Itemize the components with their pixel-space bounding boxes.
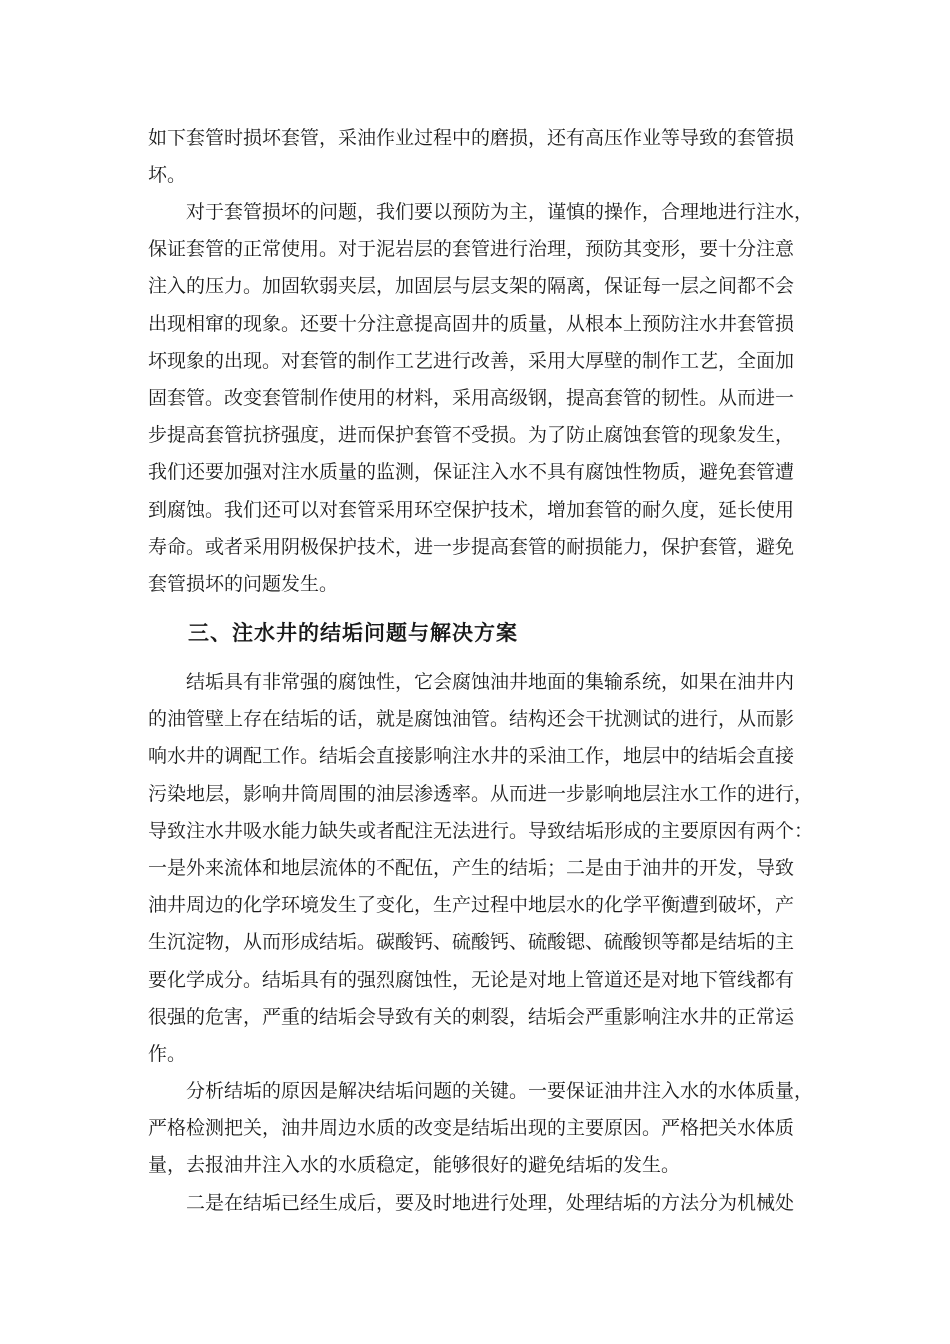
text-line: 保证套管的正常使用。对于泥岩层的套管进行治理，预防其变形，要十分注意 bbox=[148, 238, 795, 261]
text-line: 结垢具有非常强的腐蚀性，它会腐蚀油井地面的集输系统，如果在油井内 bbox=[148, 671, 795, 693]
text-line: 油井周边的化学环境发生了变化，生产过程中地层水的化学平衡遭到破坏，产 bbox=[148, 894, 795, 917]
paragraph-body bbox=[148, 664, 814, 1073]
paragraph-scaling-analysis bbox=[148, 1073, 814, 1185]
text-line: 的油管壁上存在结垢的话，就是腐蚀油管。结构还会干扰测试的进行，从而影 bbox=[148, 708, 795, 731]
text-line: 坏。 bbox=[148, 164, 187, 187]
text-line: 一是外来流体和地层流体的不配伍，产生的结垢；二是由于油井的开发，导致 bbox=[148, 856, 795, 879]
text-line: 响水井的调配工作。结垢会直接影响注水井的采油工作，地层中的结垢会直接 bbox=[148, 745, 795, 768]
paragraph-body bbox=[148, 1073, 814, 1185]
section-heading: 三、注水井的结垢问题与解决方案 bbox=[188, 621, 518, 645]
paragraph-body bbox=[148, 1185, 808, 1222]
text-line: 套管损坏的问题发生。 bbox=[148, 572, 339, 595]
text-line: 寿命。或者采用阴极保护技术，进一步提高套管的耐损能力，保护套管，避免 bbox=[148, 535, 795, 558]
paragraph-body bbox=[148, 194, 814, 603]
paragraph-casing-prevention bbox=[148, 194, 814, 603]
text-line: 二是在结垢已经生成后，要及时地进行处理，处理结垢的方法分为机械处 bbox=[148, 1192, 795, 1214]
text-line: 如下套管时损坏套管，采油作业过程中的磨损，还有高压作业等导致的套管损 bbox=[148, 127, 795, 149]
text-line: 固套管。改变套管制作使用的材料，采用高级钢，提高套管的韧性。从而进一 bbox=[148, 386, 795, 409]
paragraph-body bbox=[148, 120, 808, 194]
text-line: 要化学成分。结垢具有的强烈腐蚀性，无论是对地上管道还是对地下管线都有 bbox=[148, 968, 795, 991]
text-line: 作。 bbox=[148, 1042, 187, 1065]
text-line: 生沉淀物，从而形成结垢。碳酸钙、硫酸钙、硫酸锶、硫酸钡等都是结垢的主 bbox=[148, 931, 795, 954]
text-line: 注入的压力。加固软弱夹层，加固层与层支架的隔离，保证每一层之间都不会 bbox=[148, 275, 795, 298]
text-line: 量，去报油井注入水的水质稳定，能够很好的避免结垢的发生。 bbox=[148, 1154, 681, 1177]
text-line: 导致注水井吸水能力缺失或者配注无法进行。导致结垢形成的主要原因有两个： bbox=[148, 819, 814, 842]
text-line: 很强的危害，严重的结垢会导致有关的刺裂，结垢会严重影响注水井的正常运 bbox=[148, 1005, 795, 1028]
text-line: 出现相窜的现象。还要十分注意提高固井的质量，从根本上预防注水井套管损 bbox=[148, 312, 795, 335]
paragraph-casing-damage-causes bbox=[148, 120, 808, 194]
text-line: 我们还要加强对注水质量的监测，保证注入水不具有腐蚀性物质，避免套管遭 bbox=[148, 461, 795, 484]
paragraph-scaling-treatment bbox=[148, 1185, 808, 1222]
paragraph-scaling-hazards bbox=[148, 664, 814, 1073]
text-line: 到腐蚀。我们还可以对套管采用环空保护技术，增加套管的耐久度，延长使用 bbox=[148, 498, 795, 521]
text-line: 分析结垢的原因是解决结垢问题的关键。一要保证油井注入水的水体质量， bbox=[148, 1080, 814, 1102]
text-line: 严格检测把关，油井周边水质的改变是结垢出现的主要原因。严格把关水体质 bbox=[148, 1117, 795, 1140]
text-line: 对于套管损坏的问题，我们要以预防为主，谨慎的操作，合理地进行注水， bbox=[148, 201, 814, 223]
text-line: 坏现象的出现。对套管的制作工艺进行改善，采用大厚壁的制作工艺，全面加 bbox=[148, 349, 795, 372]
text-line: 污染地层，影响井筒周围的油层渗透率。从而进一步影响地层注水工作的进行， bbox=[148, 782, 814, 805]
text-line: 步提高套管抗挤强度，进而保护套管不受损。为了防止腐蚀套管的现象发生， bbox=[148, 424, 795, 447]
